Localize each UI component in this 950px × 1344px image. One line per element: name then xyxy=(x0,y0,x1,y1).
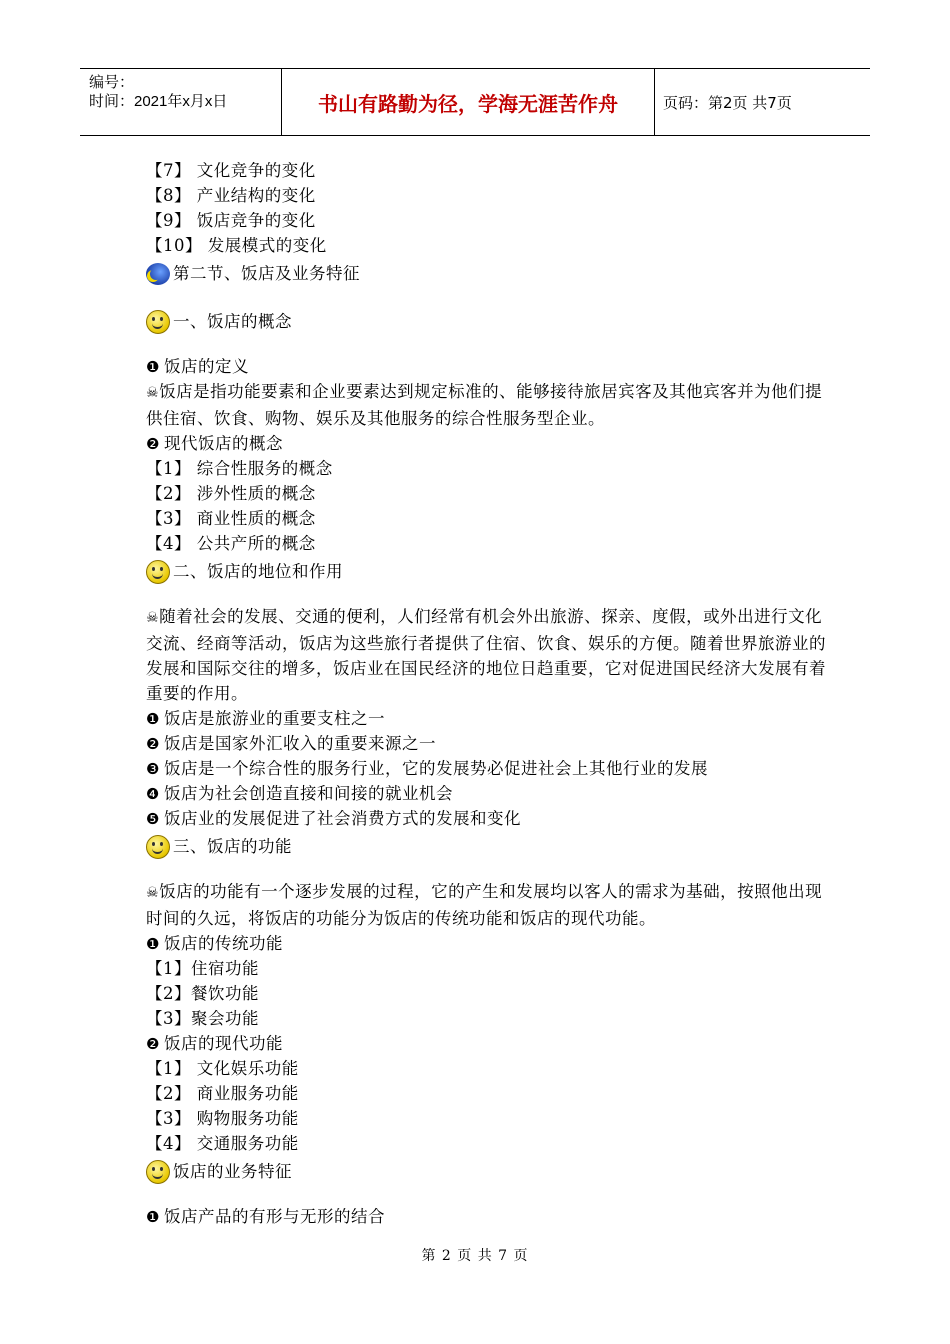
subsection-heading xyxy=(146,1156,826,1188)
bullet-heading xyxy=(146,1031,826,1056)
bullet-number-icon: ❶ xyxy=(146,1208,160,1226)
paragraph xyxy=(146,604,826,706)
bullet-number-icon: ❺ xyxy=(146,810,160,828)
smiley-face-icon xyxy=(146,835,170,859)
bullet-item xyxy=(146,706,826,731)
bullet-number-icon: ❹ xyxy=(146,785,160,803)
bullet-item xyxy=(146,731,826,756)
bullet-text: 饭店是国家外汇收入的重要来源之一 xyxy=(163,734,436,753)
bullet-item xyxy=(146,806,826,831)
smiley-face-icon xyxy=(146,1160,170,1184)
subsection-heading xyxy=(146,306,826,338)
moon-icon xyxy=(146,263,170,285)
list-item: 【1】 综合性服务的概念 xyxy=(146,459,333,478)
bullet-text: 饭店的定义 xyxy=(163,357,249,376)
smiley-face-icon xyxy=(146,310,170,334)
paragraph-text: 饭店的功能有一个逐步发展的过程，它的产生和发展均以客人的需求为基础，按照他出现时间的久远，将饭店的功能分为饭店的传统功能和饭店的现代功能。 xyxy=(146,882,823,928)
bullet-text: 现代饭店的概念 xyxy=(163,434,283,453)
document-body xyxy=(146,158,826,1229)
bullet-number-icon: ❶ xyxy=(146,935,160,953)
skull-icon: ☠ xyxy=(146,610,160,626)
bullet-text: 饭店的现代功能 xyxy=(163,1034,283,1053)
bullet-text: 饭店产品的有形与无形的结合 xyxy=(163,1207,385,1226)
list-item: 【8】 产业结构的变化 xyxy=(146,186,316,205)
bullet-text: 饭店的传统功能 xyxy=(163,934,283,953)
list-item: 【2】 商业服务功能 xyxy=(146,1084,299,1103)
paragraph xyxy=(146,379,826,431)
bullet-heading xyxy=(146,431,826,456)
bullet-number-icon: ❶ xyxy=(146,710,160,728)
header-motto: 书山有路勤为径，学海无涯苦作舟 xyxy=(282,69,655,135)
bullet-item xyxy=(146,1204,826,1229)
page-header xyxy=(80,68,870,136)
page-footer: 第 2 页 共 7 页 xyxy=(421,1248,529,1264)
list-item: 【9】 饭店竞争的变化 xyxy=(146,211,316,230)
list-item: 【4】 公共产所的概念 xyxy=(146,534,316,553)
bullet-number-icon: ❶ xyxy=(146,358,160,376)
list-item: 【3】聚会功能 xyxy=(146,1009,259,1028)
bullet-number-icon: ❷ xyxy=(146,735,160,753)
section-title: 第二节、饭店及业务特征 xyxy=(173,264,360,283)
paragraph-text: 饭店是指功能要素和企业要素达到规定标准的、能够接待旅居宾客及其他宾客并为他们提供住宿、饮食、购物、娱乐及其他服务的综合性服务型企业。 xyxy=(146,382,823,428)
list-item: 【4】 交通服务功能 xyxy=(146,1134,299,1153)
subsection-title: 二、饭店的地位和作用 xyxy=(173,562,343,581)
list-item: 【3】 商业性质的概念 xyxy=(146,509,316,528)
bullet-heading xyxy=(146,354,826,379)
list-item: 【7】 文化竞争的变化 xyxy=(146,161,316,180)
list-item: 【10】 发展模式的变化 xyxy=(146,236,327,255)
date-label: 时间：2021年x月x日 xyxy=(89,93,228,110)
bullet-heading xyxy=(146,931,826,956)
header-page-label: 页码：第2页 共7页 xyxy=(663,93,792,112)
bullet-text: 饭店业的发展促进了社会消费方式的发展和变化 xyxy=(163,809,521,828)
skull-icon: ☠ xyxy=(146,885,160,901)
subsection-title: 饭店的业务特征 xyxy=(173,1162,292,1181)
bullet-number-icon: ❸ xyxy=(146,760,160,778)
list-item: 【2】 涉外性质的概念 xyxy=(146,484,316,503)
bullet-number-icon: ❷ xyxy=(146,435,160,453)
subsection-heading xyxy=(146,556,826,588)
bullet-number-icon: ❷ xyxy=(146,1035,160,1053)
bullet-item xyxy=(146,756,826,781)
list-item: 【1】住宿功能 xyxy=(146,959,259,978)
paragraph xyxy=(146,879,826,931)
list-item: 【3】 购物服务功能 xyxy=(146,1109,299,1128)
subsection-heading xyxy=(146,831,826,863)
section-heading xyxy=(146,258,826,290)
list-item: 【2】餐饮功能 xyxy=(146,984,259,1003)
code-label: 编号： xyxy=(89,74,135,91)
bullet-text: 饭店是旅游业的重要支柱之一 xyxy=(163,709,385,728)
smiley-face-icon xyxy=(146,560,170,584)
list-item: 【1】 文化娱乐功能 xyxy=(146,1059,299,1078)
bullet-item xyxy=(146,781,826,806)
paragraph-text: 随着社会的发展、交通的便利，人们经常有机会外出旅游、探亲、度假，或外出进行文化交流、经商等活动，饭店为这些旅行者提供了住宿、饮食、娱乐的方便。随着世界旅游业的发展和国际交往的增多，饭店业在国民经济的地位日趋重要，它对促进国民经济大发展有着重要的作用。 xyxy=(146,607,826,703)
subsection-title: 三、饭店的功能 xyxy=(173,837,292,856)
bullet-text: 饭店为社会创造直接和间接的就业机会 xyxy=(163,784,453,803)
bullet-text: 饭店是一个综合性的服务行业，它的发展势必促进社会上其他行业的发展 xyxy=(163,759,708,778)
skull-icon: ☠ xyxy=(146,385,160,401)
header-meta xyxy=(80,69,282,135)
subsection-title: 一、饭店的概念 xyxy=(173,312,292,331)
